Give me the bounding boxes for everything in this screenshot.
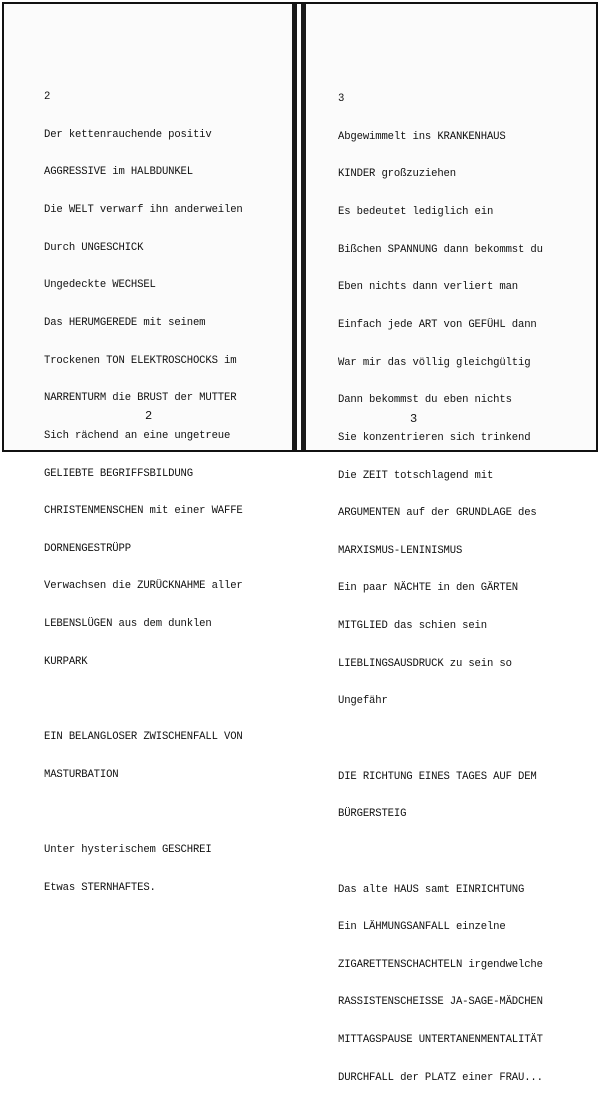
- text-line: Unter hysterischem GESCHREI: [44, 843, 212, 856]
- text-line: DORNENGESTRÜPP: [44, 542, 131, 555]
- section-heading: MASTURBATION: [44, 768, 119, 781]
- section-heading: BÜRGERSTEIG: [338, 808, 407, 821]
- text-line: Ungedeckte WECHSEL: [44, 279, 156, 292]
- blank-line: [338, 733, 543, 746]
- left-page-text: [44, 66, 243, 919]
- page-number-top: 3: [338, 93, 345, 106]
- text-line: Das alte HAUS samt EINRICHTUNG: [338, 883, 525, 896]
- text-line: Trockenen TON ELEKTROSCHOCKS im: [44, 354, 237, 367]
- text-line: ARGUMENTEN auf der GRUNDLAGE des: [338, 507, 537, 520]
- section-heading: EIN BELANGLOSER ZWISCHENFALL VON: [44, 730, 243, 743]
- book-gutter: [292, 4, 306, 450]
- page-number-top: 2: [44, 91, 51, 104]
- book-spread: [2, 2, 598, 1084]
- text-line: Abgewimmelt ins KRANKENHAUS: [338, 130, 506, 143]
- text-line: War mir das völlig gleichgültig: [338, 356, 531, 369]
- text-line: Eben nichts dann verliert man: [338, 281, 519, 294]
- text-line: Die WELT verwarf ihn anderweilen: [44, 204, 243, 217]
- blank-line: [44, 693, 243, 706]
- text-line: Ein LÄHMUNGSANFALL einzelne: [338, 921, 506, 934]
- text-line: Dann bekommst du eben nichts: [338, 394, 512, 407]
- text-line: Einfach jede ART von GEFÜHL dann: [338, 318, 537, 331]
- left-page: [4, 4, 292, 894]
- page-folio: 2: [145, 409, 153, 423]
- text-line: Der kettenrauchende positiv: [44, 128, 212, 141]
- blank-line: [338, 846, 543, 859]
- text-line: KINDER großzuziehen: [338, 168, 456, 181]
- text-line: MITGLIED das schien sein: [338, 620, 487, 633]
- section-heading: DIE RICHTUNG EINES TAGES AUF DEM: [338, 770, 537, 783]
- text-line: RASSISTENSCHEISSE JA-SAGE-MÄDCHEN: [338, 996, 543, 1009]
- text-line: Es bedeutet lediglich ein: [338, 206, 494, 219]
- text-line: ZIGARETTENSCHACHTELN irgendwelche: [338, 958, 543, 971]
- text-line: Ein paar NÄCHTE in den GÄRTEN: [338, 582, 519, 595]
- text-line: Die ZEIT totschlagend mit: [338, 469, 494, 482]
- text-line: Bißchen SPANNUNG dann bekommst du: [338, 243, 543, 256]
- right-page-text: [338, 68, 543, 1109]
- text-line: Sich rächend an eine ungetreue: [44, 429, 231, 442]
- text-line: LIEBLINGSAUSDRUCK zu sein so: [338, 657, 512, 670]
- text-line: Verwachsen die ZURÜCKNAHME aller: [44, 580, 243, 593]
- text-line: LEBENSLÜGEN aus dem dunklen: [44, 618, 212, 631]
- text-line: NARRENTURM die BRUST der MUTTER: [44, 392, 237, 405]
- text-line: GELIEBTE BEGRIFFSBILDUNG: [44, 467, 193, 480]
- text-line: DURCHFALL der PLATZ einer FRAU...: [338, 1071, 543, 1084]
- text-line: Durch UNGESCHICK: [44, 241, 144, 254]
- right-page: [306, 4, 596, 1084]
- text-line: Das HERUMGEREDE mit seinem: [44, 316, 206, 329]
- text-line: Ungefähr: [338, 695, 388, 708]
- blank-line: [44, 806, 243, 819]
- text-line: CHRISTENMENSCHEN mit einer WAFFE: [44, 505, 243, 518]
- text-line: KURPARK: [44, 655, 88, 668]
- text-line: MARXISMUS-LENINISMUS: [338, 544, 463, 557]
- text-line: MITTAGSPAUSE UNTERTANENMENTALITÄT: [338, 1034, 543, 1047]
- text-line: Sie konzentrieren sich trinkend: [338, 431, 531, 444]
- text-line: Etwas STERNHAFTES.: [44, 881, 156, 894]
- page-folio: 3: [410, 412, 418, 426]
- text-line: AGGRESSIVE im HALBDUNKEL: [44, 166, 193, 179]
